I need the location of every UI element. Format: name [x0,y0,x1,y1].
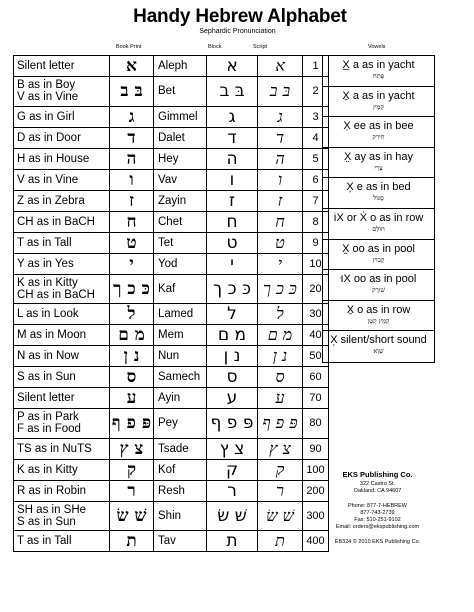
letter-block: ר [207,480,258,501]
letter-row [14,232,329,253]
sound-line: S as in Sun [17,371,76,383]
letter-sound [14,531,110,552]
vowel-sound: וֹX or Ẋ o as in row [333,211,424,224]
publisher-address-2: Oakland, CA 94607 [353,488,402,494]
sound-line: TS as in NuTS [17,442,92,455]
letter-row [14,148,329,169]
vowel-row [323,148,434,179]
letter-name: Lamed [154,304,207,325]
letter-block: בּ ב [207,77,258,107]
letter-name: Dalet [154,127,207,148]
vowel-row [323,240,434,271]
vowel-sound: X̩ silent/short sound [330,334,427,347]
vowel-sound: וּX oo as in pool [340,273,417,286]
letter-value: 2 [303,77,329,107]
letter-book-print: נ ן [110,346,154,367]
vowel-row [323,117,434,148]
letter-block: ע [207,388,258,409]
vowel-row [323,87,434,118]
sound-line: T as in Tall [17,236,72,249]
sound-line: SH as in SHe [17,503,87,516]
letter-row [14,169,329,190]
vowel-sound: X̤ ay as in hay [343,150,414,163]
sound-line: V as in Vine [17,91,79,104]
letter-sound [14,346,110,367]
publisher-phone-2: 877-743-2739 [360,510,395,516]
letter-row [14,438,329,459]
letter-name: Kof [154,459,207,480]
letter-book-print: ל [110,304,154,325]
letter-value: 40 [303,325,329,346]
letter-block: ד [207,127,258,148]
letter-name: Tet [154,232,207,253]
letter-value: 200 [303,480,329,501]
letter-sound [14,367,110,388]
letter-script: י [258,253,303,274]
letter-name: Mem [154,325,207,346]
letter-block: צ ץ [207,438,258,459]
letter-block: ט [207,232,258,253]
sound-line: H as in House [17,152,90,165]
letter-book-print: מ ם [110,325,154,346]
letter-row [14,56,329,77]
letter-row [14,127,329,148]
sound-line: P as in Park [17,411,79,424]
header-script: Script [253,44,268,50]
sound-line: S as in Sun [17,515,76,528]
vowel-sound: X̱ o as in row [346,303,411,316]
letter-sound [14,56,110,77]
letter-book-print: א [110,56,154,77]
letter-block: ו [207,169,258,190]
letter-value: 80 [303,409,329,439]
publisher-copyright: EB324 © 2010 EKS Publishing Co. [334,539,421,545]
letter-book-print: פּ פ ף [110,409,154,439]
letter-name: Samech [154,367,207,388]
letter-name: Shin [154,501,207,531]
letter-name: Chet [154,211,207,232]
letter-book-print: ז [110,190,154,211]
vowel-hebrew-name: פַּתַח [372,72,385,80]
letter-sound [14,480,110,501]
letter-script: ל [258,304,303,325]
letter-sound [14,106,110,127]
sound-line: CH as in BaCH [17,288,95,301]
letter-script: ו [258,169,303,190]
letter-block: פּ פ ף [207,409,258,439]
vowel-row [323,270,434,301]
letter-block: מ ם [207,325,258,346]
letter-sound [14,438,110,459]
letter-book-print: ע [110,388,154,409]
letter-book-print: ח [110,211,154,232]
sound-line: N as in Now [17,350,79,362]
letter-block: ח [207,211,258,232]
letter-row [14,77,329,107]
vowel-row [323,209,434,240]
letter-value: 20 [303,274,329,304]
letter-book-print: צ ץ [110,438,154,459]
letter-value: 30 [303,304,329,325]
letter-name: Pey [154,409,207,439]
letter-row [14,325,329,346]
vowel-hebrew-name: סֶגּוֹל [373,194,384,203]
letter-row [14,480,329,501]
letter-row [14,501,329,531]
letter-value: 60 [303,367,329,388]
letter-script: ג [258,106,303,127]
letter-book-print: ר [110,480,154,501]
sound-line: T as in Tall [17,535,72,547]
letter-name: Bet [154,77,207,107]
letter-sound [14,211,110,232]
letter-book-print: ו [110,169,154,190]
header-vowels: Vowels [368,44,386,50]
letter-block: א [207,56,258,77]
letter-value: 6 [303,169,329,190]
letter-book-print: י [110,253,154,274]
vowel-hebrew-name: שְׁוָא [373,347,384,356]
letter-sound [14,325,110,346]
vowel-hebrew-name: קָמַץ קָטָן [367,316,390,325]
letter-name: Yod [154,253,207,274]
letter-value: 4 [303,127,329,148]
letter-name: Zayin [154,190,207,211]
header-block: Block [208,44,222,50]
letter-value: 7 [303,190,329,211]
sound-line: M as in Moon [17,329,87,341]
letter-script: ד [258,127,303,148]
sound-line: Silent letter [17,392,75,404]
vowel-hebrew-name: שׁוּרֶק [372,286,385,295]
letter-value: 50 [303,346,329,367]
letter-value: 90 [303,438,329,459]
letter-block: שׁ שׂ [207,501,258,531]
letter-book-print: שׁ שׂ [110,501,154,531]
letter-sound [14,148,110,169]
letter-sound [14,77,110,107]
page-title: Handy Hebrew Alphabet [133,6,347,27]
vowel-hebrew-name: קָמַץ [373,102,384,111]
vowel-hebrew-name: חוֹלָם [372,224,385,233]
letter-script: ר [258,480,303,501]
vowel-row [323,56,434,87]
sound-line: F as in Food [17,423,81,436]
publisher-info [322,470,433,546]
letter-sound [14,127,110,148]
vowel-sound: X̲ a as in yacht [342,59,415,71]
letter-sound [14,253,110,274]
letter-script: ס [258,367,303,388]
letter-row [14,253,329,274]
vowel-sound: X̱ a as in yacht [342,89,415,102]
publisher-phone: Phone: 877-7-HEBREW [348,503,407,509]
letter-script: ת [258,531,303,552]
letter-value: 100 [303,459,329,480]
letter-row [14,106,329,127]
letter-value: 5 [303,148,329,169]
letter-value: 400 [303,531,329,552]
letter-name: Hey [154,148,207,169]
letter-row [14,409,329,439]
letter-sound [14,409,110,439]
letter-block: ג [207,106,258,127]
vowel-hebrew-name: קֻבּוּץ [372,255,385,264]
letter-value: 9 [303,232,329,253]
letter-script: ע [258,388,303,409]
letter-value: 300 [303,501,329,531]
letter-script: א [258,56,303,77]
letter-book-print: ה [110,148,154,169]
sound-line: R as in Robin [17,484,87,497]
letter-script: נ ן [258,346,303,367]
letter-book-print: ס [110,367,154,388]
vowel-row [323,301,434,332]
sound-line: G as in Girl [17,110,75,123]
vowel-sound: X̦ e as in bed [346,181,411,194]
letter-book-print: ג [110,106,154,127]
letter-row [14,388,329,409]
publisher-address-1: 322 Castro St. [359,481,396,487]
letter-book-print: כּ כ ך [110,274,154,304]
sound-line: K as in Kitty [17,463,78,476]
letter-name: Ayin [154,388,207,409]
letter-sound [14,232,110,253]
letter-script: כּ כ ך [258,274,303,304]
letter-row [14,346,329,367]
letter-sound [14,388,110,409]
letter-script: שׁ שׂ [258,501,303,531]
letter-name: Gimmel [154,106,207,127]
letter-name: Vav [154,169,207,190]
letter-script: פּ פ ף [258,409,303,439]
letter-row [14,459,329,480]
letter-row [14,367,329,388]
letter-name: Tav [154,531,207,552]
vowel-sound: X̣ ee as in bee [343,120,414,133]
vowels-table [322,55,435,363]
letter-sound [14,169,110,190]
letter-sound [14,459,110,480]
letter-sound [14,274,110,304]
sound-line: V as in Vine [17,173,79,186]
letter-block: י [207,253,258,274]
letter-name: Kaf [154,274,207,304]
letter-sound [14,304,110,325]
letter-script: בּ ב [258,77,303,107]
letter-row [14,304,329,325]
letter-value: 3 [303,106,329,127]
letter-value: 8 [303,211,329,232]
letter-book-print: בּ ב [110,77,154,107]
letter-book-print: ד [110,127,154,148]
letter-name: Resh [154,480,207,501]
letter-row [14,190,329,211]
letter-script: ט [258,232,303,253]
letter-name: Nun [154,346,207,367]
vowel-row [323,331,434,362]
vowel-row [323,178,434,209]
letter-name: Tsade [154,438,207,459]
sound-line: D as in Door [17,131,81,144]
sound-line: Silent letter [17,60,75,72]
letter-script: ח [258,211,303,232]
letter-script: צ ץ [258,438,303,459]
sound-line: K as in Kitty [17,276,78,289]
letter-book-print: ת [110,531,154,552]
sound-line: B as in Boy [17,79,76,92]
sound-line: Y as in Yes [17,257,74,270]
letter-block: ת [207,531,258,552]
letter-book-print: ט [110,232,154,253]
alphabet-table [13,55,329,552]
vowel-sound: X̤̣ oo as in pool [342,242,415,255]
letter-script: ק [258,459,303,480]
letter-name: Aleph [154,56,207,77]
sound-line: CH as in BaCH [17,215,95,228]
letter-script: ז [258,190,303,211]
letter-value: 1 [303,56,329,77]
letter-sound [14,190,110,211]
letter-block: נ ן [207,346,258,367]
letter-script: מ ם [258,325,303,346]
header-book-print: Book Print [116,44,142,50]
publisher-fax: Fax: 510-251-9102 [354,517,401,523]
page-subtitle: Sephardic Pronunciation [199,28,276,35]
letter-book-print: ק [110,459,154,480]
letter-sound [14,501,110,531]
letter-block: ס [207,367,258,388]
letter-script: ה [258,148,303,169]
vowel-hebrew-name: צֵרֵי [374,163,383,172]
letter-value: 70 [303,388,329,409]
letter-block: ק [207,459,258,480]
letter-block: ה [207,148,258,169]
letter-row [14,274,329,304]
publisher-name: EKS Publishing Co. [342,470,413,479]
letter-block: כּ כ ך [207,274,258,304]
sound-line: Z as in Zebra [17,194,85,207]
letter-value: 10 [303,253,329,274]
letter-block: ז [207,190,258,211]
letter-block: ל [207,304,258,325]
letter-row [14,211,329,232]
letter-row [14,531,329,552]
sound-line: L as in Look [17,308,79,320]
vowel-hebrew-name: חִירִק [372,133,385,142]
publisher-email: Email: orders@ekspublishing.com [335,524,420,530]
